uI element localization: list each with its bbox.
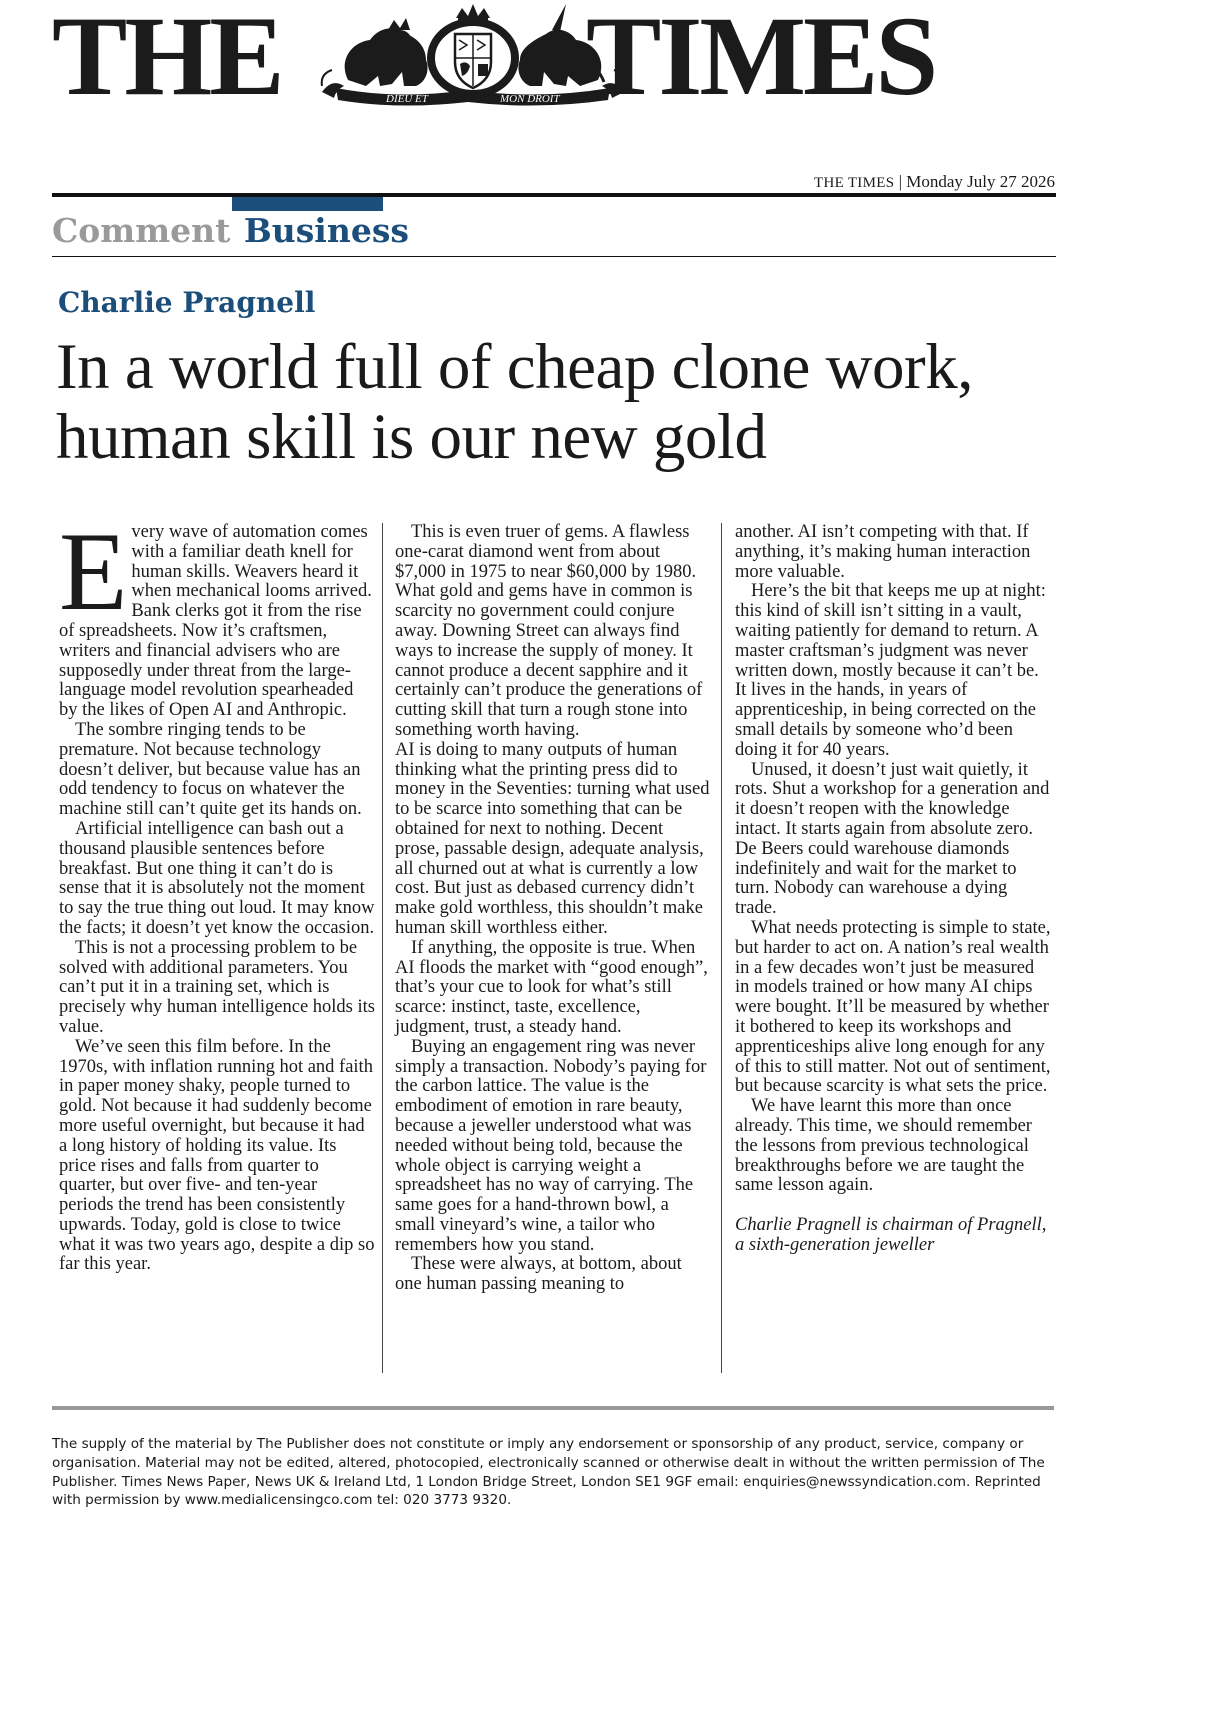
crest-motto-right: MON DROIT (500, 93, 560, 105)
body-paragraph: This is even truer of gems. A flawless one-carat diamond went from about $7,000 in 1975 to near $60,000 by 1980. What gold and gems have in common is scarcity no government could conjure away. Downing Street can always find ways to increase the supply of money. It cannot produce a decent sapphire and it certainly can’t produce the generations of cutting skill that turn a rough stone into something worth having. (395, 522, 703, 740)
body-paragraph: Artificial intelligence can bash out a thousand plausible sentences before breakfast. But one thing it can’t do is sense that it is absolutely not the moment to say the true thing out loud. It may know the facts; it doesn’t yet know the occasion. (59, 818, 375, 938)
section-comment-label: Comment (52, 211, 231, 250)
body-paragraph: This is not a processing problem to be solved with additional parameters. You can’t put it in a training set, which is precisely why human intelligence holds its value. (59, 937, 375, 1037)
dateline (814, 172, 1055, 192)
author-bio: Charlie Pragnell is chairman of Pragnell, a sixth-generation jeweller (735, 1215, 1047, 1255)
section-rule (52, 256, 1056, 257)
drop-cap: E (59, 510, 128, 634)
section-accent-bar (232, 197, 383, 211)
dateline-separator: | (898, 172, 902, 191)
body-paragraph: another. AI isn’t competing with that. If anything, it’s making human interaction more valuable. (735, 522, 1031, 582)
masthead-title-times: TIMES (586, 0, 936, 119)
body-paragraph: Unused, it doesn’t just wait quietly, it rots. Shut a workshop for a generation and it doesn’t reopen with the knowledge intact. It starts again from absolute zero. De Beers could warehouse diamonds indefinitely and wait for the market to turn. Nobody can warehouse a dying trade. (735, 759, 1050, 919)
article-column-1 (59, 510, 375, 1275)
footer-rule (52, 1406, 1054, 1410)
masthead-rule (52, 193, 1056, 197)
body-paragraph: If anything, the opposite is true. When AI floods the market with “good enough”, that’s your cue to look for what’s still scarce: instinct, taste, excellence, judgment, trust, a steady hand. (395, 937, 708, 1037)
dateline-date: Monday July 27 2026 (906, 172, 1055, 191)
article-byline: Charlie Pragnell (58, 286, 316, 319)
syndication-notice: The supply of the material by The Publisher does not constitute or imply any endorsement or sponsorship of any product, service, company or organisation. Material may not be edited, altered, photocopied, electronically scanned or otherwise dealt in without the written permission of The Publisher. Times News Paper, News UK & Ireland Ltd, 1 London Bridge Street, London SE1 9GF email: enquiries@newssyndication.com. Reprinted with permission by www.medialicensingco.com tel: 020 3773 9320. (52, 1436, 1045, 1509)
column-divider (382, 523, 383, 1373)
body-paragraph: What needs protecting is simple to state, but harder to act on. A nation’s real wealth in a few decades won’t just be measured in models trained or how many AI chips were bought. It’ll be measured by whether it bothered to keep its workshops and apprenticeships alive long enough for any of this to still matter. Not out of sentiment, but because scarcity is what sets the price. (735, 917, 1051, 1097)
article-column-3 (735, 523, 1053, 1256)
body-paragraph: The sombre ringing tends to be premature. Not because technology doesn’t deliver, but because value has an odd tendency to focus on whatever the machine still can’t quite get its hands on. (59, 719, 362, 820)
body-paragraph: very wave of automation comes with a familiar death knell for human skills. Weavers heard it when mechanical looms arrived. Bank clerks got it from the rise of spreadsheets. Now it’s craftsmen, writers and financial advisers who are supposedly under threat from the large-language model revolution spearheaded by the likes of Open AI and Anthropic. (59, 522, 372, 721)
body-paragraph: These were always, at bottom, about one human passing meaning to (395, 1254, 682, 1295)
section-business-label: Business (243, 211, 409, 250)
body-paragraph: We have learnt this more than once already. This time, we should remember the lessons from previous technological breakthroughs before we are taught the same lesson again. (735, 1096, 1032, 1196)
masthead-title-the: THE (52, 0, 282, 119)
section-heading (52, 211, 409, 251)
article-headline: In a world full of cheap clone work, human skill is our new gold (56, 331, 973, 473)
body-paragraph: AI is doing to many outputs of human thinking what the printing press did to money in the Seventies: turning what used to be scarce into something that can be obtained for next to nothing. Decent prose, passable design, adequate analysis, all churned out at what is currently a low cost. But just as debased currency didn’t make gold worthless, this shouldn’t make human skill worthless either. (395, 739, 710, 938)
body-paragraph: Here’s the bit that keeps me up at night: this kind of skill isn’t sitting in a vault, waiting patiently for demand to return. A master craftsman’s judgment was never written down, mostly because it can’t be. It lives in the hands, in years of apprenticeship, in being corrected on the small details by someone who’d been doing it for 40 years. (735, 581, 1046, 760)
body-paragraph: Buying an engagement ring was never simply a transaction. Nobody’s paying for the carbon lattice. The value is the embodiment of emotion in rare beauty, because a jeweller understood what was needed without being told, because the whole object is carrying weight a spreadsheet has no way of carrying. The same goes for a hand-thrown bowl, a small vineyard’s wine, a tailor who remembers how you stand. (395, 1036, 707, 1255)
column-divider (721, 523, 722, 1373)
article-column-2 (395, 523, 711, 1295)
crest-motto-left: DIEU ET (386, 93, 428, 105)
body-paragraph: We’ve seen this film before. In the 1970s, with inflation running hot and faith in paper money shaky, people turned to gold. Not because it had suddenly become more useful overnight, but because it had a long history of holding its value. Its price rises and falls from quarter to quarter, but over five- and ten-year periods the trend has been consistently upwards. Today, gold is close to twice what it was two years ago, despite a dip so far this year. (59, 1036, 375, 1275)
dateline-publication: THE TIMES (814, 175, 895, 191)
